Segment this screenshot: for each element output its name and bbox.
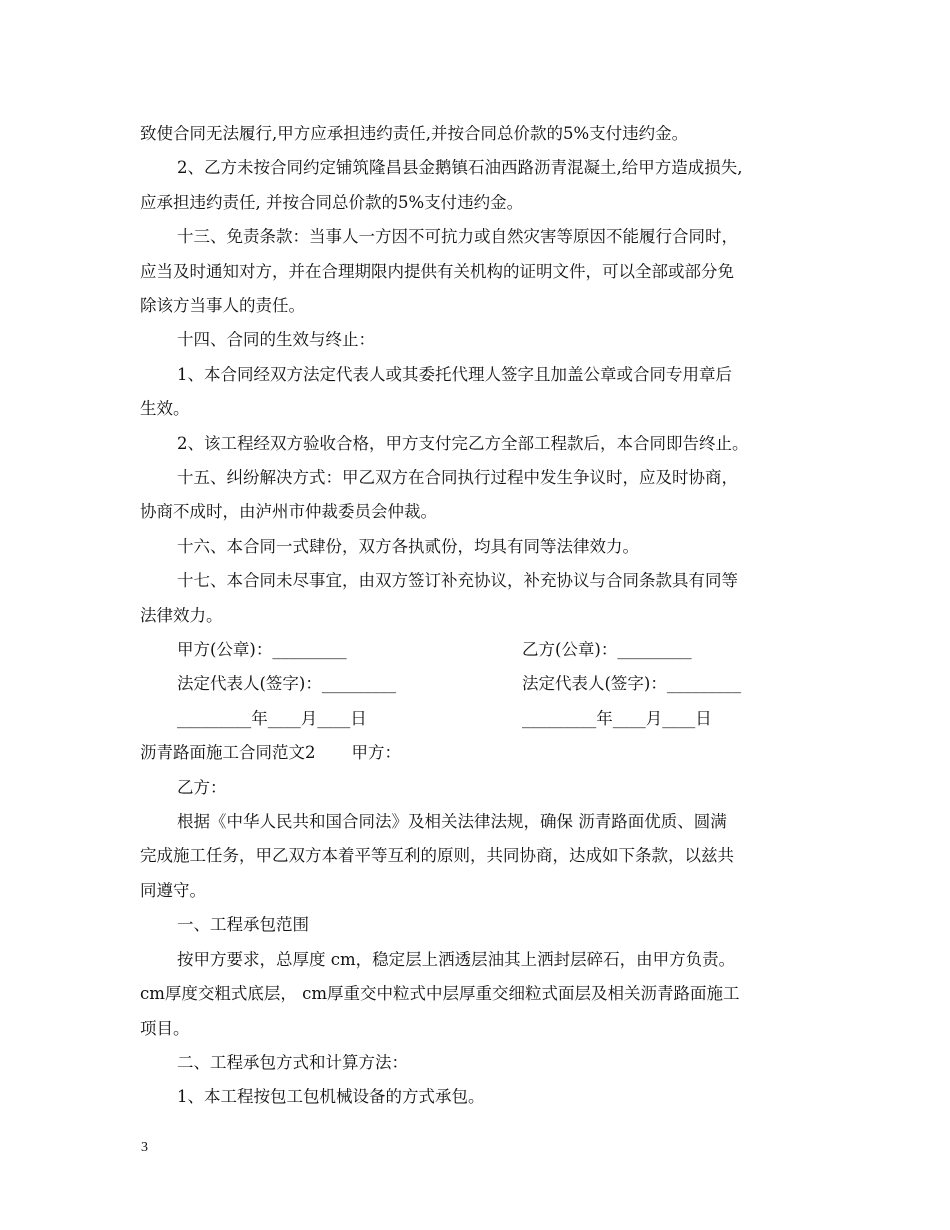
paragraph-line: 项目。	[140, 1018, 190, 1038]
party-a-signature: _________年____月____日	[177, 708, 367, 728]
signature-row	[140, 702, 830, 736]
party-b-signature: _________年____月____日	[522, 708, 712, 728]
paragraph-line: cm厚度交粗式底层， cm厚重交中粒式中层厚重交细粒式面层及相关沥青路面施工	[140, 984, 740, 1004]
signature-row	[140, 633, 830, 667]
party-b-signature: 乙方(公章)：_________	[522, 640, 692, 660]
paragraph-line: 按甲方要求，总厚度 cm，稳定层上洒透层油其上洒封层碎石，由甲方负责。	[177, 949, 736, 969]
signature-row	[140, 667, 830, 701]
paragraph-line: 2、该工程经双方验收合格，甲方支付完乙方全部工程款后，本合同即告终止。	[177, 433, 749, 453]
paragraph-line: 一、工程承包范围	[177, 915, 309, 935]
paragraph-line: 协商不成时，由泸州市仲裁委员会仲裁。	[140, 502, 437, 522]
paragraph-line: 十三、免责条款：当事人一方因不可抗力或自然灾害等原因不能履行合同时，	[177, 227, 738, 247]
paragraph-line: 法律效力。	[140, 605, 223, 625]
paragraph-line: 1、本工程按包工包机械设备的方式承包。	[177, 1087, 485, 1107]
paragraph-line: 十四、合同的生效与终止：	[177, 330, 375, 350]
section2-title: 沥青路面施工合同范文2	[140, 743, 316, 763]
paragraph-line: 2、乙方未按合同约定铺筑隆昌县金鹅镇石油西路沥青混凝土,给甲方造成损失,	[177, 158, 743, 178]
paragraph-line: 1、本合同经双方法定代表人或其委托代理人签字且加盖公章或合同专用章后	[177, 364, 732, 384]
paragraph-line: 生效。	[140, 399, 190, 419]
paragraph-line: 应当及时通知对方，并在合理期限内提供有关机构的证明文件，可以全部或部分免	[140, 261, 734, 281]
paragraph-line: 致使合同无法履行,甲方应承担违约责任,并按合同总价款的5%支付违约金。	[140, 124, 689, 143]
paragraph-line: 应承担违约责任, 并按合同总价款的5%支付违约金。	[140, 192, 524, 212]
paragraph-line: 完成施工任务，甲乙双方本着平等互利的原则，共同协商，达成如下条款，以兹共	[140, 846, 734, 866]
party-a-signature: 甲方(公章)：_________	[177, 640, 347, 660]
contract2-clauses	[140, 771, 830, 1115]
paragraph-line: 除该方当事人的责任。	[140, 296, 305, 316]
party-b-signature: 法定代表人(签字)：_________	[522, 674, 742, 694]
section2-party-a: 甲方：	[351, 743, 401, 763]
paragraph-line: 根据《中华人民共和国合同法》及相关法律法规，确保 沥青路面优质、圆满	[177, 812, 727, 832]
paragraph-line: 十六、本合同一式肆份，双方各执贰份，均具有同等法律效力。	[177, 536, 639, 556]
paragraph-line: 十七、本合同未尽事宜，由双方签订补充协议，补充协议与合同条款具有同等	[177, 571, 738, 591]
signature-block	[140, 633, 830, 736]
contract-clauses	[140, 117, 830, 633]
party-a-signature: 法定代表人(签字)：_________	[177, 674, 397, 694]
paragraph-line: 同遵守。	[140, 880, 206, 900]
document-body	[140, 117, 830, 1115]
paragraph-line: 二、工程承包方式和计算方法：	[177, 1052, 408, 1072]
paragraph-line: 十五、纠纷解决方式：甲乙双方在合同执行过程中发生争议时，应及时协商，	[177, 468, 738, 488]
page-number: 3	[141, 1140, 148, 1155]
paragraph-line: 乙方：	[177, 777, 227, 797]
section2-heading	[140, 736, 830, 770]
